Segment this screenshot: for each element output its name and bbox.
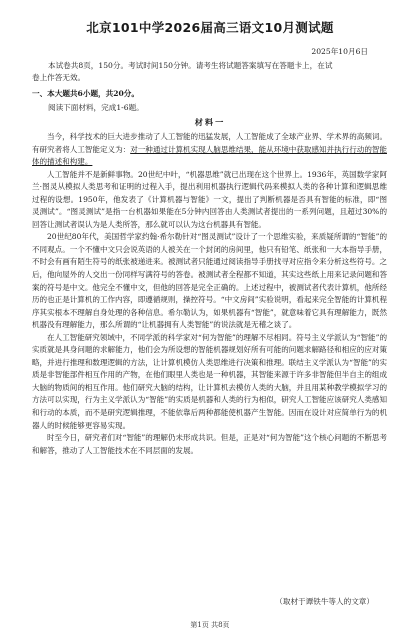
instructions: [32, 60, 387, 84]
paragraph-3: 20世纪80年代，美国哲学家约翰·希尔勒针对“图灵测试”设计了一个思维实验，来质疑所谓的“智能”的不同观点。一个不懂中文只会说英语的人被关在一个封闭的房间里，他只有铅笔、纸张和一大本指导手册，不时会有画有陌生符号的纸张被递进来。被测试者只能通过阅读指导手册找寻对应指令来分析这些符号。之后，他向屋外的人交出一份同样写满符号的答卷。被测试者全程都不知道，其实这些纸上用来记录问题和答案的符号是中文。他完全不懂中文，但他的回答是完全正确的。上述过程中，被测试者代表计算机，他所经历的也正是计算机的工作内容，即遵循规则，操控符号。“中文房间”实验说明，看起来完全智能的计算机程序其实根本不理解自身处理的各种信息。希尔勒认为，如果机器有“智能”，就意味着它具有理解能力，既然机器没有理解能力，那么所谓的“让机器拥有人类智能”的说法就是无稽之谈了。: [32, 232, 387, 330]
instructions-line-1: 本试卷共8页，150分。考试时间150分钟。请考生将试题答案填写在答题卡上，在试: [48, 61, 333, 70]
paragraph-1-text: 当今，科学技术的巨大进步推动了人工智能的迅猛发展，人工智能成了全球产业界、学术界的高频词。有研究者将人工智能定义为：: [32, 132, 387, 154]
page-title: 北京101中学2026届高三语文10月测试题: [86, 20, 334, 35]
paragraph-5: 时至今日，研究者们对“智能”的理解仍未形成共识。但是，正是对“何为智能”这个核心问题的不断思考和解答，推动了人工智能技术在不同层面的发展。: [32, 433, 387, 455]
section-heading: 一、本大题共6小题，共20分。: [32, 89, 139, 98]
instructions-line-2: 卷上作答无效。: [32, 73, 86, 82]
material-label: 材料一: [194, 117, 226, 127]
paragraph-4: 在人工智能研究领域中，不同学派的科学家对“何为智能”的理解不尽相同。符号主义学派认为“智能”的实质就是具身问题的求解能力，他们会为所设想的智能机器规划好所有可能的问题求解路径和相应的应对策略，并进行推理和数理逻辑的方法，让计算机模仿人类思维进行决策和推理。联结主义学派认为“智能”的实质是非智能部件相互作用的产物，在他们眼里人类也是一种机器，其智能来源于许多非智能但半自主的组成大脑的物质间的相互作用。他们研究大脑的结构，让计算机去模仿人类的大脑，并且用某种教学模拟学习的方法可以实现，行为主义学派认为“智能”的实质是机器和人类的行为相似，研究人工智能应该研究人类感知和行动的本质，而不是研究逻辑推理，不能依靠后两种都能使机器产生智能。因而在设计对应简单行为的机器人的时候能够更容易实现。: [32, 332, 387, 430]
section-subheading: 阅读下面材料，完成1-6题。: [48, 103, 144, 112]
paragraph-2: 人工智能并不是新鲜事物。20世纪中叶，“机器思维”就已出现在这个世界上。1936年，英国数学家阿兰·图灵从模拟人类思考和证明的过程入手，提出利用机器执行逻辑代码来模拟人类的各种计算和逻辑思维过程的设想。1950年，他发表了《计算机器与智能》一文，提出了判断机器是否具有智能的标准，即“图灵测试”。“图灵测试”是指一台机器如果能在5分钟内回答由人类测试者提出的一系列问题，且超过30%的回答让测试者误认为是人类所答，那么就可以认为这台机器具有智能。: [32, 169, 387, 229]
exam-date: 2025年10月6日: [311, 47, 368, 56]
paragraph-1: [32, 131, 387, 169]
article-body: [32, 131, 387, 457]
page-number: 第1页 共8页: [190, 621, 230, 629]
underlined-definition: 对一种通过计算机实现人脑思维结果，能从环境中获取感知并执行行动的智能体的描述和构建。: [32, 144, 387, 167]
source-citation: （取材于谭铁牛等人的文章）: [275, 597, 374, 606]
